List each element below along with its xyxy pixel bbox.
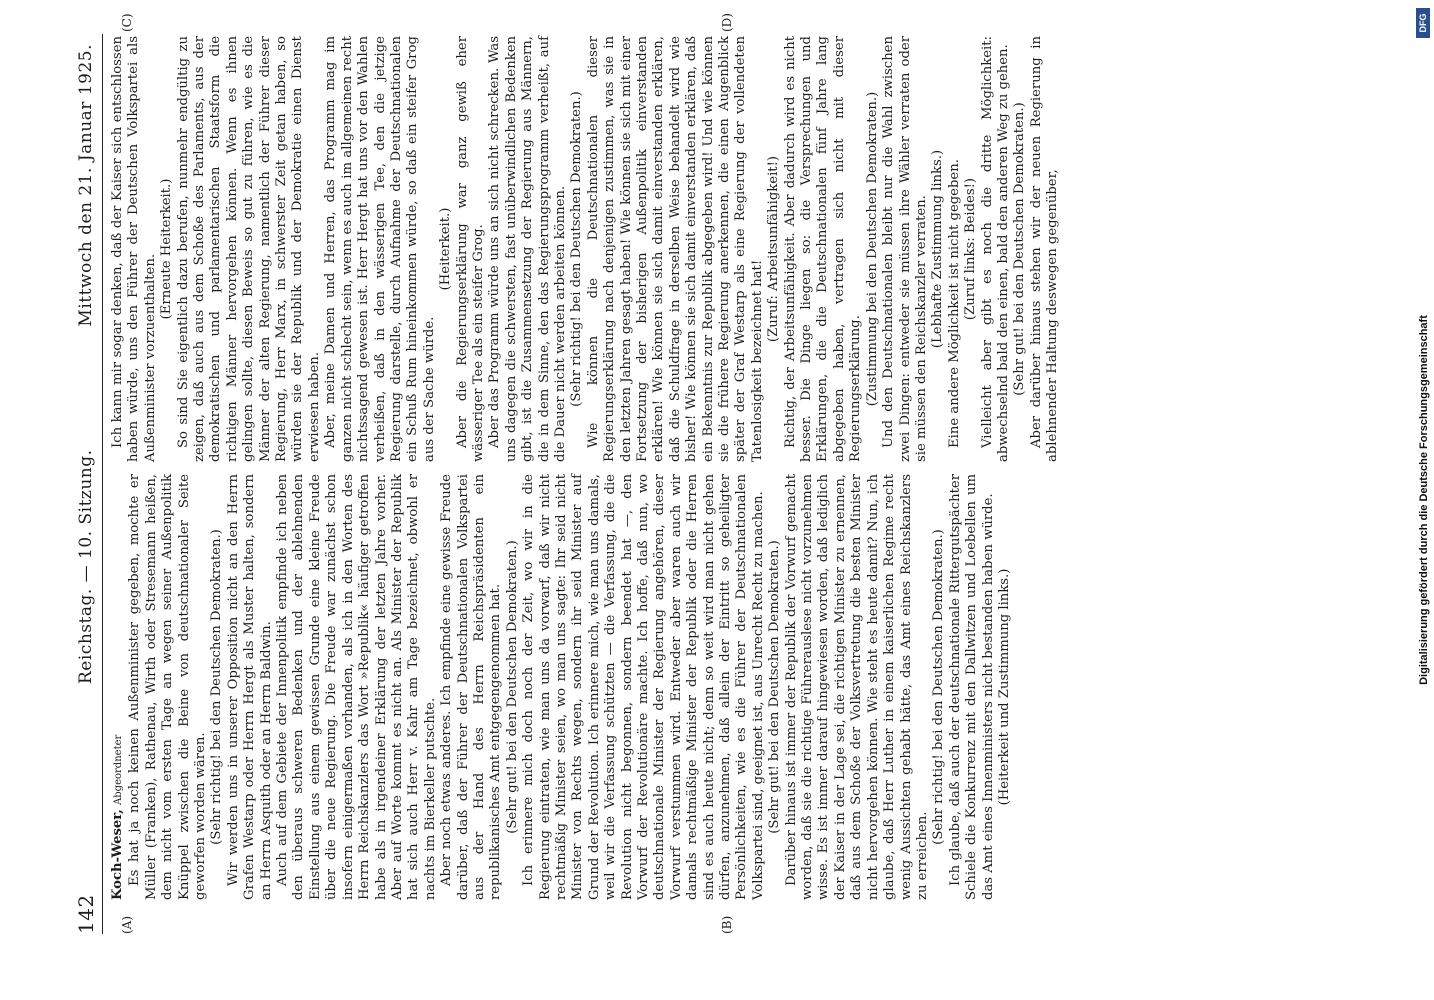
paragraph: Ich kann mir sogar denken, daß der Kaiser sich entschlossen haben würde, uns den Führer der Deutschen Volkspartei als Außenminister vorzuenthalten. <box>110 36 158 462</box>
dfg-logo-text: DFG <box>1418 13 1428 33</box>
paragraph: Auch auf dem Gebiete der Innenpolitik empfinde ich neben den überaus schweren Bedenken und der ablehnenden Einstellung aus einem gewissen Grunde eine kleine Freude über die neue Regierung. Die Freude war zunächst schon insofern einigermaßen vorhanden, als ich in den Worten des Herrn Reichskanzlers das Wort »Republik« häufiger getroffen habe als in irgendeiner Erklärung der letzten Jahre vorher. Aber auf Worte kommt es nicht an. Als Minister der Republik hat sich auch Herr v. Kahr am Tage bezeichnet, obwohl er nachts im Bierkeller putschte. <box>275 474 438 900</box>
paragraph: Darüber hinaus ist immer der Republik der Vorwurf gemacht worden, daß sie die richtige Führerauslese nicht vorzunehmen wisse. Es ist immer darauf hingewiesen worden, daß lediglich der Kaiser in der Lage sei, die richtigen Minister zu ernennen, daß aus dem Schoße der Volksvertretung die besten Minister nicht hervorgehen können. Wie steht es heute damit? Nun, ich glaube, daß Herr Luther in einem kaiserlichen Regime recht wenig Aussichten gehabt hätte, das Amt eines Reichskanzlers zu erreichen. <box>783 474 930 900</box>
paragraph: Richtig, der Arbeitsunfähigkeit. Aber dadurch wird es nicht besser. Die Dinge liegen so: die Versprechungen und Erklärungen, die die Deutschnationalen fünf Jahre lang abgegeben haben, vertragen sich nicht mit dieser Regierungserklärung. <box>782 36 864 462</box>
interjection: (Sehr richtig! bei den Deutschen Demokraten.) <box>209 529 225 845</box>
paragraph: Es hat ja noch keinen Außenminister gegeben, mochte er Müller (Franken), Rathenau, Wirth oder Stresemann heißen, dem nicht vom ersten Tage an wegen seiner Außenpolitik Knüppel zwischen die Beine von deutschnationaler Seite geworfen worden wären. <box>127 474 209 900</box>
paragraph: Aber, meine Damen und Herren, das Programm mag im ganzen nicht schlecht sein, wenn es auch im allgemeinen recht nichtssagend gewesen ist. Herr Hergt hat uns vor den Wahlen verheißen, daß in den wässerigen Tee, den die jetzige Regierung darstelle, durch Aufnahme der Deutschnationalen ein Schuß Rum hineinkommen würde, so daß ein steifer Grog aus der Sache würde. <box>323 36 437 462</box>
paragraph: Aber die Regierungserklärung war ganz gewiß eher wässeriger Tee als ein steifer Grog. <box>454 36 486 462</box>
speaker-role: Abgeordneter <box>113 734 124 805</box>
interjection: (Sehr gut! bei den Deutschen Demokraten.) <box>504 540 520 834</box>
interjection: (Sehr richtig! bei den Deutschen Demokraten.) <box>931 529 947 845</box>
interjection: (Sehr gut! bei den Deutschen Demokraten.) <box>1012 102 1028 396</box>
interjection: (Zustimmung bei den Deutschen Demokraten.) <box>864 91 880 407</box>
paragraph: Aber das Programm würde uns an sich nicht schrecken. Was uns dagegen die schwersten, fast unüberwindlichen Bedenken gibt, ist die Zusammensetzung der Regierung aus Männern, die in dem Sinne, den das Regierungsprogramm verheißt, auf die Dauer nicht werden arbeiten können. <box>487 36 568 462</box>
interjection: (Sehr richtig! bei den Deutschen Demokraten.) <box>569 91 585 407</box>
interjection: (Erneute Heiterkeit.) <box>159 178 175 320</box>
margin-marker-a: (A) <box>120 915 134 934</box>
page-header <box>68 34 103 934</box>
session-title: Reichstag. — 10. Sitzung. <box>76 449 96 684</box>
paragraph: Wir werden uns in unserer Opposition nicht an den Herrn Grafen Westarp oder Herrn Hergt als Muster halten, sondern an Herrn Asquith oder an Herrn Baldwin. <box>225 474 274 900</box>
speaker-line <box>110 474 127 900</box>
paragraph: Aber darüber hinaus stehen wir der neuen Regierung in ablehnender Haltung deswegen gegenüber, <box>1028 36 1061 462</box>
paragraph: Ich erinnere mich doch noch der Zeit, wo wir in die Regierung eintraten, wie man uns da vorwarf, daß wir nicht rechtmäßig Minister seien, wo man uns sagte: Ihr seid nicht Minister von Rechts wegen, sondern ihr seid Minister auf Grund der Revolution. Ich erinnere mich, wie man uns damals, weil wir die Verfassung schützten — die Verfassung, die die Revolution nicht begonnen, sondern beendet hat —, den Vorwurf der Revolutionäre machte. Ich hoffe, daß nun, wo deutschnationale Minister der Regierung angehören, dieser Vorwurf verstummen wird. Entweder aber waren auch wir damals rechtmäßige Minister der Republik oder die Herren sind es auch heute nicht; denn so weit wird man nicht gehen dürfen, anzunehmen, daß allein der Eintritt so geheiligter Persönlichkeiten, wie es die Führer der Deutschnationalen Volkspartei sind, geeignet ist, aus Unrecht Recht zu machen. <box>521 474 766 900</box>
speaker-name: Koch-Weser, <box>110 809 125 900</box>
interjection: (Lebhafte Zustimmung links.) <box>930 149 946 349</box>
interjection: (Sehr gut! bei den Deutschen Demokraten.) <box>767 540 783 834</box>
paragraph: Und den Deutschnationalen bleibt nur die Wahl zwischen zwei Dingen: entweder sie müssen ihre Wähler verraten oder sie müssen den Reichskanzler verraten. <box>881 36 929 462</box>
page-number: 142 <box>74 894 98 934</box>
right-text-column <box>110 36 1062 462</box>
paragraph: Wie können die Deutschnationalen dieser Regierungserklärung nach denjenigen zustimmen, was sie in den letzten Jahren gesagt haben! Wie können sie sich mit einer Fortsetzung der bisherigen Außenpolitik einverstanden erklären! Wie können sie sich damit einverstanden erklären, daß die Schuldfrage in derselben Weise behandelt wird wie bisher! Wie können sie sich damit einverstanden erklären, daß ein Bekenntnis zur Republik abgegeben wird! Und wie können sie die frühere Regierung anerkennen, die einen Augenblick später der Graf Westarp als eine Regierung der vollendeten Tatenlosigkeit bezeichnet hat! <box>585 36 765 462</box>
margin-marker-d: (D) <box>720 13 734 32</box>
interjection: (Zuruf links: Beides!) <box>963 177 979 321</box>
dfg-logo <box>1416 8 1430 38</box>
paragraph: So sind Sie eigentlich dazu berufen, nunmehr endgültig zu zeigen, daß auch aus dem Schoße des Parlaments, aus der demokratischen und parlamentarischen Staatsform die richtigen Männer hervorgehen können. Wenn es ihnen gelingen sollte, diesen Beweis so gut zu führen, wie es die Männer der alten Regierung, namentlich der Führer dieser Regierung, Herr Marx, in schwerster Zeit getan haben, so würden sie der Republik und der Demokratie einen Dienst erwiesen haben. <box>175 36 322 462</box>
interjection: (Heiterkeit.) <box>438 207 454 291</box>
digitization-credit-strip <box>1410 0 1434 1000</box>
digitization-credit: Digitalisierung gefördert durch die Deutsche Forschungsgemeinschaft <box>1418 315 1430 685</box>
interjection: (Zuruf: Arbeitsunfähigkeit!) <box>766 155 782 343</box>
paragraph: Ich glaube, daß auch der deutschnationale Rittergutspächter Schiele die Konkurrenz mit den Dallwitzen und Loebellen um das Amt eines Innenministers nicht bestanden haben würde. <box>947 474 996 900</box>
session-date: Mittwoch den 21. Januar 1925. <box>76 44 96 327</box>
interjection: (Heiterkeit und Zustimmung links.) <box>996 568 1012 806</box>
left-text-column <box>110 474 1013 900</box>
paragraph: Aber noch etwas anderes. Ich empfinde eine gewisse Freude darüber, daß der Führer der Deutschnationalen Volkspartei aus der Hand des Herrn Reichspräsidenten ein republikanisches Amt entgegengenommen hat. <box>439 474 504 900</box>
margin-marker-c: (C) <box>120 13 134 32</box>
paragraph: Eine andere Möglichkeit ist nicht gegeben. <box>946 159 962 448</box>
paragraph: Vielleicht aber gibt es noch die dritte Möglichkeit: abwechselnd bald den einen, bald den anderen Weg zu gehen. <box>979 36 1011 462</box>
margin-marker-b: (B) <box>720 915 734 934</box>
